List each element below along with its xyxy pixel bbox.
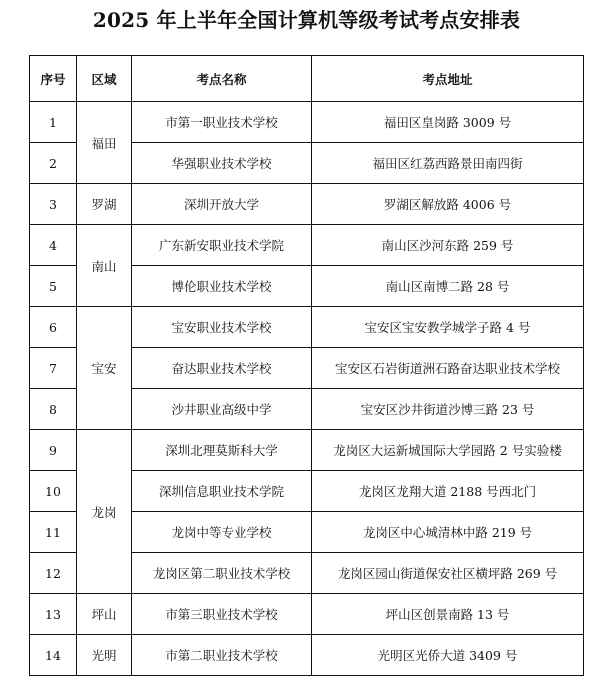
cell-area: 光明 [77,635,132,676]
cell-area: 南山 [77,225,132,307]
cell-area: 龙岗 [77,430,132,594]
cell-name: 宝安职业技术学校 [132,307,312,348]
table-row [30,225,584,266]
cell-name: 深圳北理莫斯科大学 [132,430,312,471]
cell-address: 光明区光侨大道 3409 号 [312,635,584,676]
cell-area: 宝安 [77,307,132,430]
table-row [30,594,584,635]
cell-name: 沙井职业高级中学 [132,389,312,430]
cell-address: 罗湖区解放路 4006 号 [312,184,584,225]
cell-area: 坪山 [77,594,132,635]
cell-no: 13 [30,594,77,635]
cell-name: 华强职业技术学校 [132,143,312,184]
table-row [30,307,584,348]
cell-name: 市第二职业技术学校 [132,635,312,676]
page-title: 2025 年上半年全国计算机等级考试考点安排表 [92,8,521,32]
cell-name: 龙岗区第二职业技术学校 [132,553,312,594]
table-row [30,102,584,143]
cell-no: 11 [30,512,77,553]
cell-name: 博伦职业技术学校 [132,266,312,307]
cell-address: 龙岗区龙翔大道 2188 号西北门 [312,471,584,512]
cell-address: 南山区南博二路 28 号 [312,266,584,307]
cell-address: 龙岗区大运新城国际大学园路 2 号实验楼 [312,430,584,471]
cell-no: 5 [30,266,77,307]
cell-name: 深圳信息职业技术学院 [132,471,312,512]
cell-no: 12 [30,553,77,594]
cell-name: 龙岗中等专业学校 [132,512,312,553]
table-header-row [30,56,584,102]
cell-area: 罗湖 [77,184,132,225]
cell-address: 福田区红荔西路景田南四街 [312,143,584,184]
table-row [30,184,584,225]
cell-address: 福田区皇岗路 3009 号 [312,102,584,143]
cell-address: 坪山区创景南路 13 号 [312,594,584,635]
cell-address: 宝安区沙井街道沙博三路 23 号 [312,389,584,430]
cell-no: 14 [30,635,77,676]
exam-site-table [29,55,584,676]
cell-address: 宝安区宝安教学城学子路 4 号 [312,307,584,348]
table-row [30,635,584,676]
cell-no: 4 [30,225,77,266]
cell-name: 奋达职业技术学校 [132,348,312,389]
cell-no: 8 [30,389,77,430]
cell-no: 7 [30,348,77,389]
header-no: 序号 [30,56,77,102]
header-name: 考点名称 [132,56,312,102]
cell-no: 6 [30,307,77,348]
cell-name: 市第三职业技术学校 [132,594,312,635]
cell-no: 3 [30,184,77,225]
cell-address: 南山区沙河东路 259 号 [312,225,584,266]
cell-name: 广东新安职业技术学院 [132,225,312,266]
cell-name: 市第一职业技术学校 [132,102,312,143]
cell-address: 龙岗区中心城清林中路 219 号 [312,512,584,553]
cell-name: 深圳开放大学 [132,184,312,225]
cell-no: 1 [30,102,77,143]
cell-no: 9 [30,430,77,471]
header-area: 区域 [77,56,132,102]
table-row [30,430,584,471]
cell-no: 2 [30,143,77,184]
header-address: 考点地址 [312,56,584,102]
cell-address: 宝安区石岩街道洲石路奋达职业技术学校 [312,348,584,389]
cell-address: 龙岗区园山街道保安社区横坪路 269 号 [312,553,584,594]
cell-no: 10 [30,471,77,512]
cell-area: 福田 [77,102,132,184]
